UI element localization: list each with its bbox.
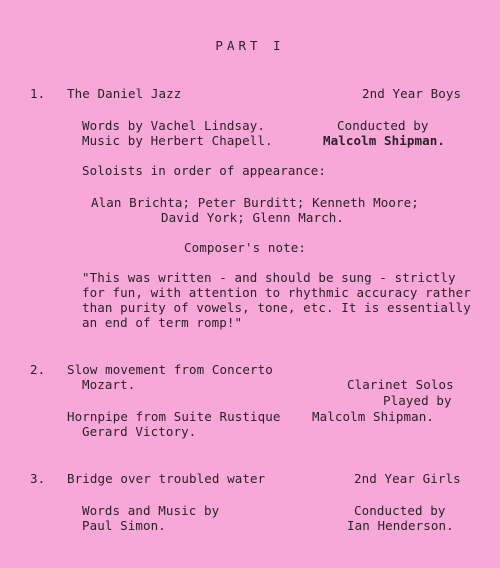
soloists-line-2: David York; Glenn March. [161,210,345,225]
item2-player: Malcolm Shipman. [312,409,435,424]
item-title-1: The Daniel Jazz [67,86,182,101]
item1-conductor: Malcolm Shipman. [323,133,446,148]
item-performers-1: 2nd Year Boys [362,86,462,101]
soloists-heading: Soloists in order of appearance: [82,163,327,178]
item3-author: Paul Simon. [82,518,166,533]
item-performers-3: 2nd Year Girls [354,471,461,486]
composer-note-heading: Composer's note: [184,240,307,255]
part-heading: PART I [215,38,285,53]
composer-note-line-4: an end of term romp!" [82,315,243,330]
item2-composer-1: Mozart. [82,377,136,392]
item2-piece-2: Hornpipe from Suite Rustique [67,409,281,424]
item3-words-music: Words and Music by [82,503,220,518]
item2-solos-label: Clarinet Solos [347,377,454,392]
item1-music-by: Music by Herbert Chapell. [82,133,273,148]
item-number-2: 2. [30,362,46,377]
item-number-1: 1. [30,86,46,101]
item1-conducted-label: Conducted by [337,118,429,133]
composer-note-line-1: "This was written - and should be sung - strictly [82,270,456,285]
item3-conductor: Ian Henderson. [347,518,454,533]
composer-note-line-2: for fun, with attention to rhythmic accuracy rather [82,285,471,300]
soloists-line-1: Alan Brichta; Peter Burditt; Kenneth Moore; [91,195,419,210]
item-title-3: Bridge over troubled water [67,471,266,486]
item-number-3: 3. [30,471,46,486]
item2-piece-1: Slow movement from Concerto [67,362,273,377]
item2-played-by: Played by [383,393,452,408]
item1-words-by: Words by Vachel Lindsay. [82,118,266,133]
item2-composer-2: Gerard Victory. [82,424,197,439]
item3-conducted-label: Conducted by [354,503,446,518]
composer-note-line-3: than purity of vowels, tone, etc. It is essentially [82,300,471,315]
